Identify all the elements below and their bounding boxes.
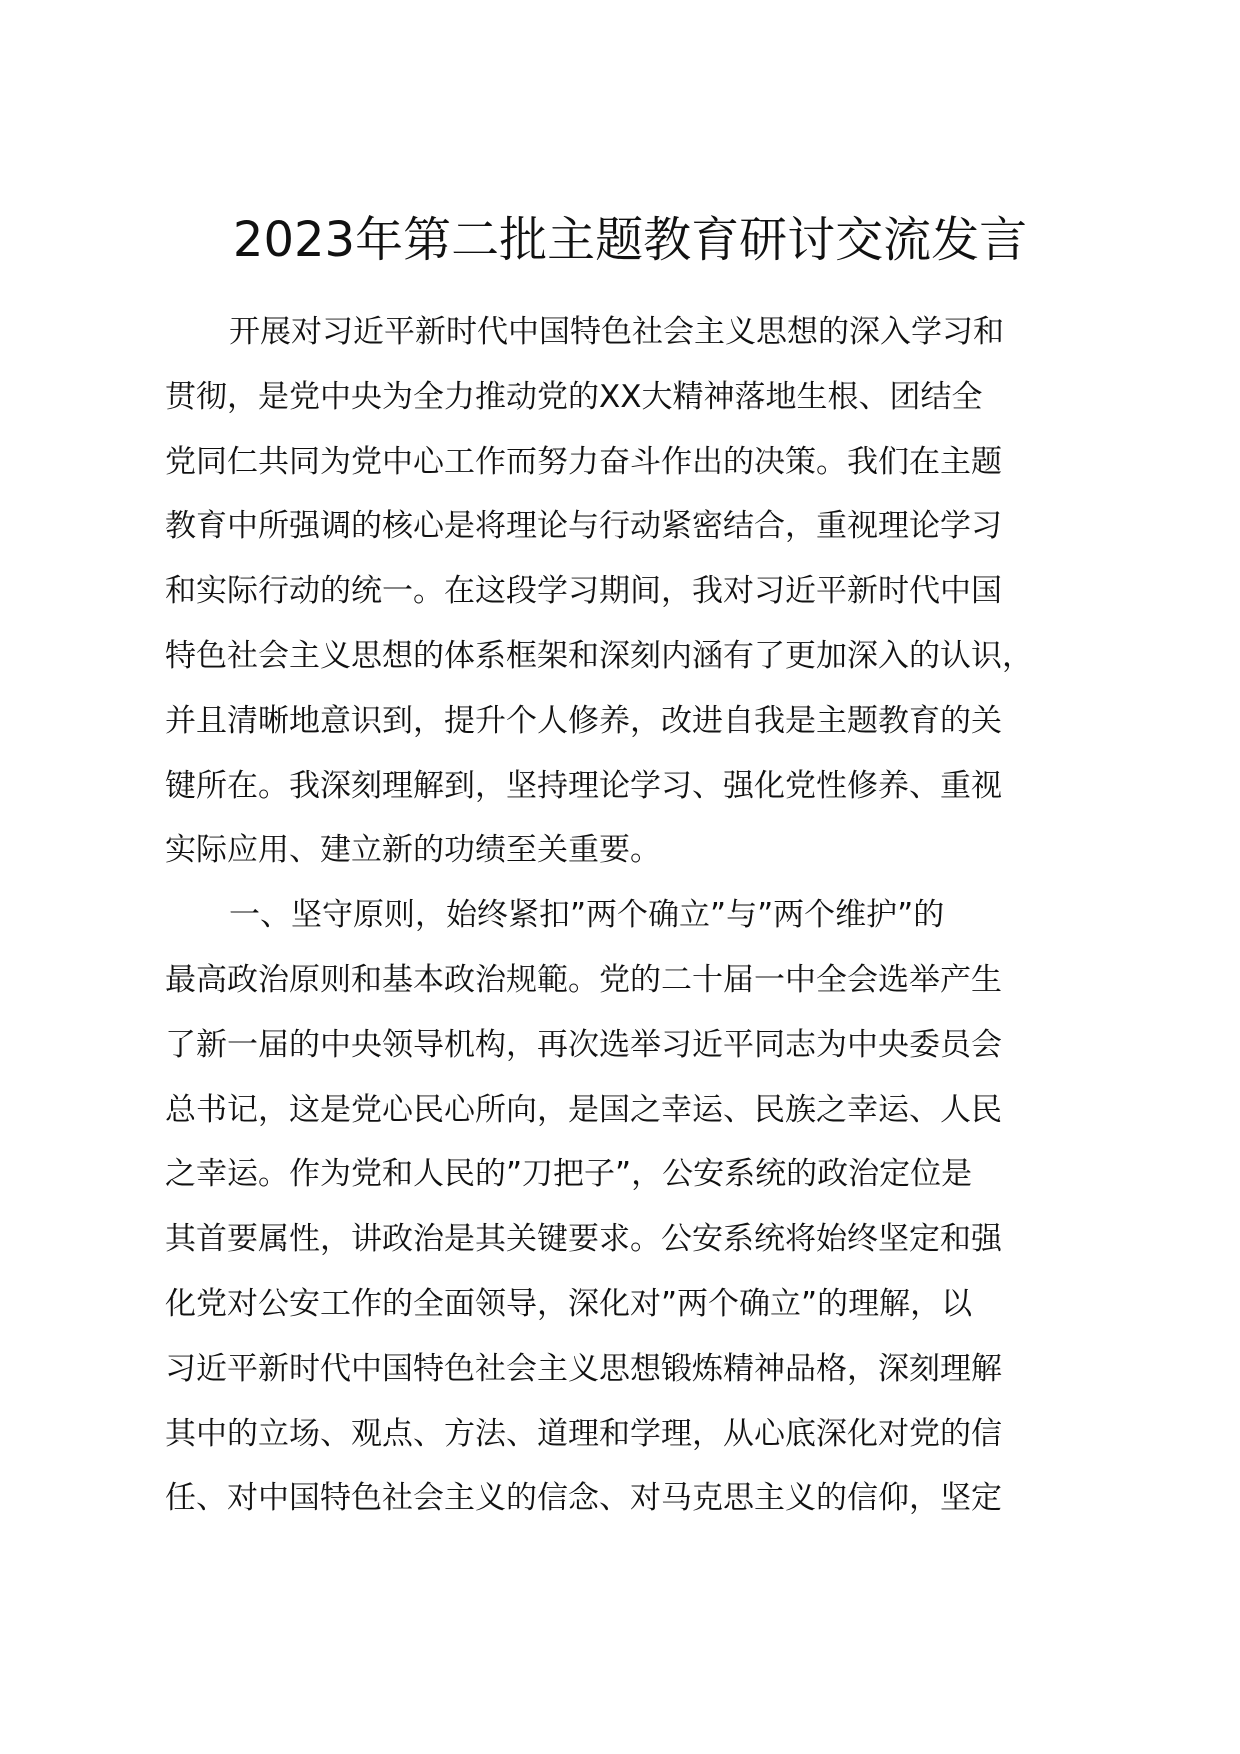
text-line: 化党对公安工作的全面领导，深化对”两个确立”的理解，以 — [165, 1285, 973, 1322]
text-line: 其中的立场、观点、方法、道理和学理，从心底深化对党的信 — [165, 1415, 1002, 1452]
text-line: 其首要属性，讲政治是其关键要求。公安系统将始终坚定和强 — [165, 1221, 1002, 1258]
text-line: 和实际行动的统一。在这段学习期间，我对习近平新时代中国 — [165, 573, 1002, 610]
text-line: 党同仁共同为党中心工作而努力奋斗作出的决策。我们在主题 — [165, 443, 1002, 480]
paragraph-section-one — [165, 883, 1095, 1531]
text-line: 实际应用、建立新的功绩至关重要。 — [165, 832, 661, 869]
text-line: 开展对习近平新时代中国特色社会主义思想的深入学习和 — [229, 314, 1004, 350]
text-line: 任、对中国特色社会主义的信念、对马克思主义的信仰，坚定 — [165, 1480, 1002, 1517]
text-line: 特色社会主义思想的体系框架和深刻内涵有了更加深入的认识， — [165, 637, 1033, 674]
text-line: 总书记，这是党心民心所向，是国之幸运、民族之幸运、人民 — [165, 1091, 1002, 1128]
paragraph-intro — [165, 300, 1095, 883]
document-title: 2023年第二批主题教育研讨交流发言 — [232, 212, 1028, 268]
text-line: 贯彻，是党中央为全力推动党的XX大精神落地生根、团结全 — [165, 378, 983, 415]
text-line: 并且清晰地意识到，提升个人修养，改进自我是主题教育的关 — [165, 702, 1002, 739]
document-body — [165, 300, 1095, 1531]
text-line: 教育中所强调的核心是将理论与行动紧密结合，重视理论学习 — [165, 508, 1002, 545]
text-line: 最高政治原则和基本政治规範。党的二十届一中全会选举产生 — [165, 961, 1002, 998]
text-line: 一、坚守原则，始终紧扣”两个确立”与”两个维护”的 — [229, 897, 945, 934]
text-line: 习近平新时代中国特色社会主义思想锻炼精神品格，深刻理解 — [165, 1350, 1002, 1387]
text-line: 键所在。我深刻理解到，坚持理论学习、强化党性修养、重视 — [165, 767, 1002, 804]
text-line: 了新一届的中央领导机构，再次选举习近平同志为中央委员会 — [165, 1026, 1002, 1063]
text-line: 之幸运。作为党和人民的”刀把子”，公安系统的政治定位是 — [165, 1156, 973, 1193]
